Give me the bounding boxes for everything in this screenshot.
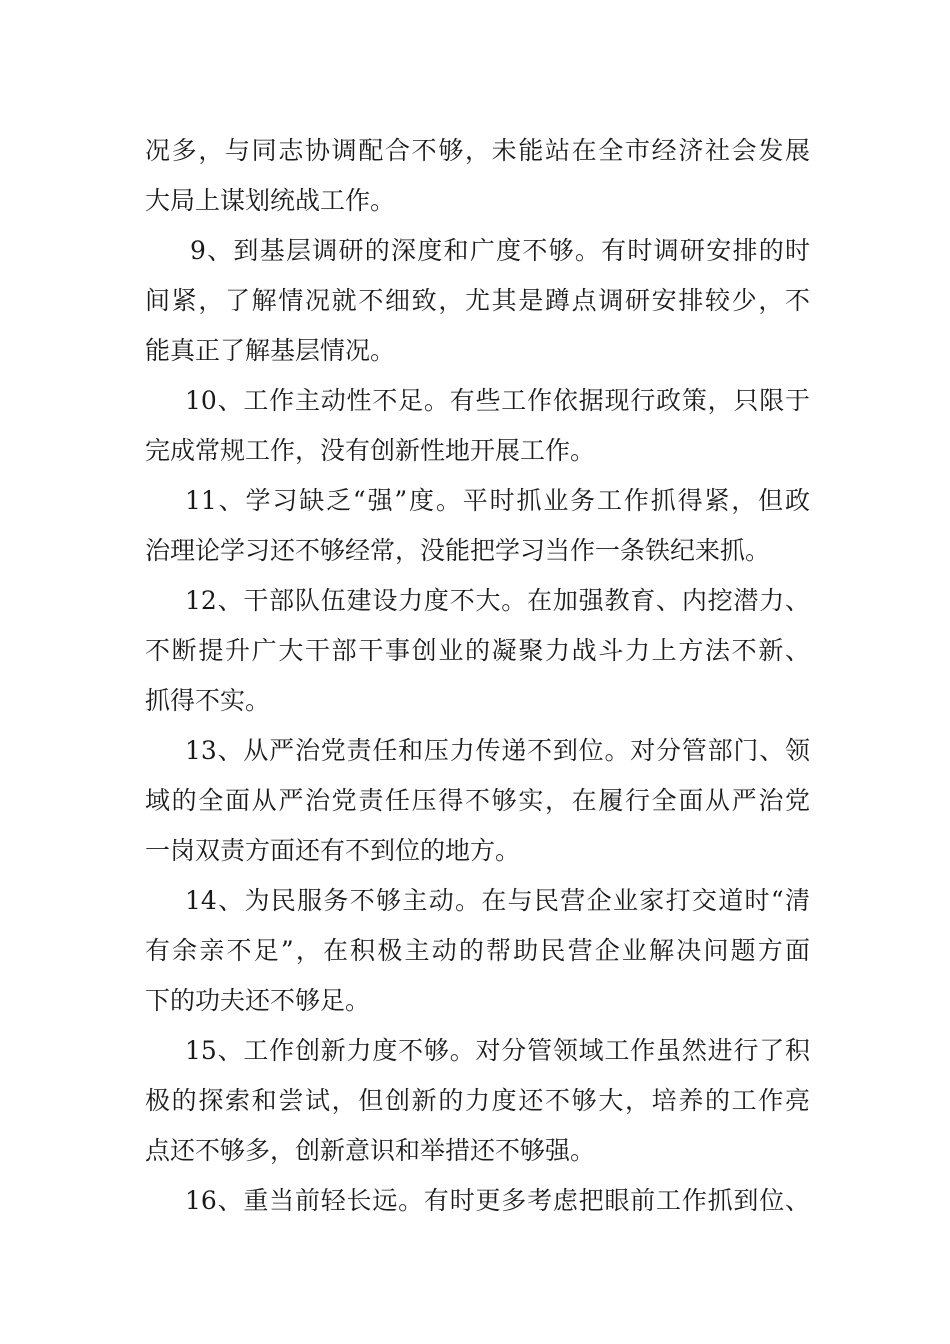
- text-line: 治理论学习还不够经常，没能把学习当作一条铁纪来抓。: [145, 536, 771, 565]
- text-line: 域的全面从严治党责任压得不够实，在履行全面从严治党: [145, 786, 810, 815]
- text-line: 9、到基层调研的深度和广度不够。有时调研安排的时: [190, 236, 810, 265]
- text-line: 10、工作主动性不足。有些工作依据现行政策，只限于: [185, 386, 810, 415]
- document-body: [145, 126, 810, 1226]
- text-line: 15、工作创新力度不够。对分管领域工作虽然进行了积: [185, 1036, 810, 1065]
- text-line: 12、干部队伍建设力度不大。在加强教育、内挖潜力、: [185, 586, 810, 615]
- text-line: 间紧，了解情况就不细致，尤其是蹲点调研安排较少，不: [145, 286, 810, 315]
- text-line: 况多，与同志协调配合不够，未能站在全市经济社会发展: [145, 136, 810, 165]
- text-line: 抓得不实。: [145, 686, 271, 715]
- text-line: 点还不够多，创新意识和举措还不够强。: [145, 1136, 596, 1165]
- text-line: 一岗双责方面还有不到位的地方。: [145, 836, 521, 865]
- text-line: 14、为民服务不够主动。在与民营企业家打交道时“清: [185, 886, 810, 915]
- text-line: 大局上谋划统战工作。: [145, 186, 396, 215]
- text-line: 有余亲不足”，在积极主动的帮助民营企业解决问题方面: [145, 936, 810, 965]
- text-line: 不断提升广大干部干事创业的凝聚力战斗力上方法不新、: [145, 636, 810, 665]
- text-line: 能真正了解基层情况。: [145, 336, 396, 365]
- text-line: 下的功夫还不够足。: [145, 986, 371, 1015]
- text-line: 完成常规工作，没有创新性地开展工作。: [145, 436, 596, 465]
- text-line: 16、重当前轻长远。有时更多考虑把眼前工作抓到位、: [185, 1186, 810, 1215]
- text-line: 13、从严治党责任和压力传递不到位。对分管部门、领: [185, 736, 810, 765]
- text-line: 极的探索和尝试，但创新的力度还不够大，培养的工作亮: [145, 1086, 810, 1115]
- text-line: 11、学习缺乏“强”度。平时抓业务工作抓得紧，但政: [185, 486, 810, 515]
